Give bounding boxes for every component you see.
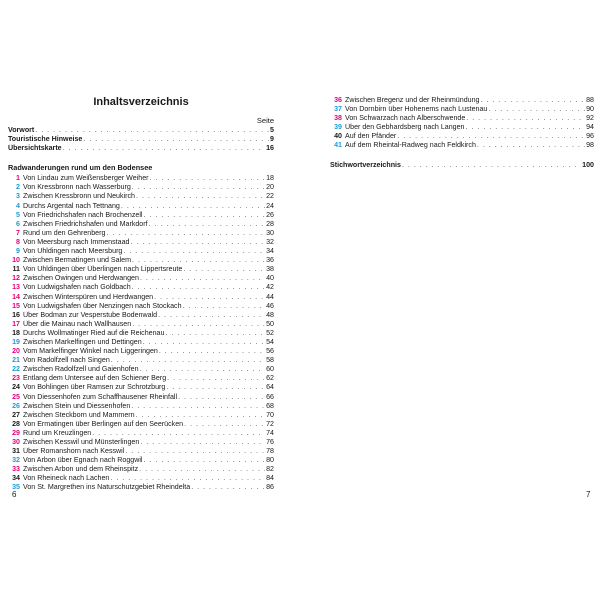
leader-dots: [136, 192, 265, 201]
entry-page: 26: [266, 210, 274, 219]
leader-dots: [183, 265, 265, 274]
tour-number: 26: [12, 401, 20, 410]
tour-number: 12: [12, 274, 20, 283]
leader-dots: [123, 247, 265, 256]
leader-dots: [132, 320, 265, 329]
toc-entry[interactable]: [8, 311, 274, 320]
toc-entry[interactable]: [8, 265, 274, 274]
leader-dots: [35, 126, 269, 135]
leader-dots: [184, 420, 265, 429]
tour-number: 36: [334, 96, 342, 104]
entry-page: 70: [266, 410, 274, 419]
tour-number: 30: [12, 438, 20, 446]
leader-dots: [106, 229, 265, 238]
leader-dots: [125, 447, 265, 456]
entry-title: Von Bohlingen über Ramsen zur Schrotzburg: [23, 383, 166, 392]
leader-dots: [131, 402, 265, 411]
entry-page: 50: [266, 319, 274, 328]
toc-entry[interactable]: [8, 447, 274, 456]
toc-entry[interactable]: [330, 132, 594, 141]
tour-number: 11: [12, 265, 20, 274]
entry-page: 16: [266, 144, 274, 153]
leader-dots: [140, 274, 265, 283]
entry-title: Über die Mainau nach Wallhausen: [23, 319, 132, 328]
toc-title: Inhaltsverzeichnis: [93, 96, 189, 108]
tour-number: 29: [12, 428, 20, 437]
entry-page: 44: [266, 292, 274, 301]
tour-number: 27: [12, 410, 20, 419]
toc-entry[interactable]: [8, 220, 274, 229]
entry-title: Zwischen Steckborn und Mammern: [23, 410, 135, 419]
entry-title: Zwischen Winterspüren und Herdwangen: [23, 292, 154, 301]
leader-dots: [158, 311, 265, 320]
entry-page: 88: [586, 96, 594, 104]
entry-title: Zwischen Friedrichshafen und Markdorf: [23, 219, 148, 228]
entry-page: 84: [266, 474, 274, 483]
toc-entry[interactable]: [8, 347, 274, 356]
toc-entry[interactable]: [8, 274, 274, 283]
entry-page: 62: [266, 374, 274, 383]
page-number-left: 6: [12, 490, 17, 499]
toc-entry[interactable]: [8, 365, 274, 374]
toc-entry[interactable]: [8, 293, 274, 302]
toc-entry[interactable]: [8, 238, 274, 247]
leader-dots: [397, 132, 585, 141]
tour-number: 5: [16, 210, 20, 219]
leader-dots: [111, 356, 265, 365]
tour-number: 9: [16, 247, 20, 256]
toc-entry[interactable]: [8, 429, 274, 438]
leader-dots: [110, 474, 265, 483]
tour-number: 39: [334, 123, 342, 132]
entry-title: Zwischen Kressbronn und Neukirch: [23, 192, 135, 201]
tour-number: 14: [12, 292, 20, 301]
index-title: Stichwortverzeichnis: [330, 160, 401, 169]
index-page: 100: [582, 160, 594, 169]
toc-entry[interactable]: [330, 123, 594, 132]
entry-page: 40: [266, 274, 274, 283]
entry-page: 36: [266, 256, 274, 265]
toc-entry[interactable]: [8, 438, 274, 447]
leader-dots: [143, 338, 265, 347]
entry-title: Von Meersburg nach Immenstaad: [23, 237, 130, 246]
entry-title: Von Schwarzach nach Alberschwende: [345, 114, 466, 123]
toc-entry[interactable]: [8, 383, 274, 392]
entry-page: 52: [266, 328, 274, 337]
leader-dots: [139, 465, 265, 474]
seite-label: Seite: [256, 116, 274, 125]
entry-title: Zwischen Owingen und Herdwangen: [23, 274, 139, 283]
entry-title: Rund um Kreuzlingen: [23, 428, 92, 437]
toc-entry[interactable]: [330, 96, 594, 105]
tour-number: 17: [12, 319, 20, 328]
entry-page: 30: [266, 228, 274, 237]
entry-title: Vom Markelfinger Winkel nach Liggeringen: [23, 347, 158, 356]
entry-page: 24: [266, 201, 274, 210]
toc-entry[interactable]: [8, 483, 274, 492]
tour-number: 38: [334, 114, 342, 123]
leader-dots: [92, 429, 265, 438]
entry-page: 90: [586, 105, 594, 114]
entry-page: 18: [266, 174, 274, 183]
entry-title: Von Uhldingen über Überlingen nach Lippertsreute: [23, 265, 183, 274]
tour-number: 23: [12, 374, 20, 383]
leader-dots: [132, 256, 265, 265]
leader-dots: [150, 174, 266, 183]
tour-list-right: [330, 96, 594, 151]
tour-number: 16: [12, 310, 20, 319]
leader-dots: [191, 483, 265, 492]
entry-title: Von Rheineck nach Lachen: [23, 474, 110, 483]
entry-title: Von Kressbronn nach Wasserburg: [23, 183, 131, 192]
tour-number: 33: [12, 465, 20, 474]
entry-title: Entlang dem Untersee auf den Schiener Berg: [23, 374, 167, 383]
leader-dots: [130, 238, 265, 247]
tour-number: 19: [12, 337, 20, 346]
entry-title: Von St. Margrethen ins Naturschutzgebiet Rheindelta: [23, 483, 191, 492]
entry-title: Zwischen Arbon und dem Rheinspitz: [23, 465, 139, 474]
leader-dots: [140, 438, 265, 447]
toc-entry[interactable]: [8, 229, 274, 238]
entry-page: 22: [266, 192, 274, 201]
leader-dots: [144, 456, 266, 465]
entry-page: 32: [266, 237, 274, 246]
entry-title: Auf den Pfänder: [345, 132, 397, 141]
toc-entry[interactable]: [8, 411, 274, 420]
toc-entry[interactable]: [330, 141, 594, 150]
tour-list-left: [8, 174, 274, 492]
entry-title: Von Radolfzell nach Singen: [23, 356, 110, 365]
entry-page: 96: [586, 132, 594, 141]
entry-page: 58: [266, 356, 274, 365]
entry-page: 92: [586, 114, 594, 123]
entry-title: Rund um den Gehrenberg: [23, 228, 106, 237]
leader-dots: [159, 347, 265, 356]
toc-entry[interactable]: [8, 338, 274, 347]
tour-number: 2: [16, 183, 20, 192]
toc-entry[interactable]: [8, 402, 274, 411]
tour-number: 35: [12, 483, 20, 492]
toc-entry[interactable]: [8, 474, 274, 483]
entry-title: Zwischen Stein und Diessenhofen: [23, 401, 131, 410]
entry-title: Zwischen Bermatingen und Salem: [23, 256, 132, 265]
entry-title: Durchs Argental nach Tettnang: [23, 201, 120, 210]
toc-entry[interactable]: [8, 183, 274, 192]
toc-entry[interactable]: [8, 420, 274, 429]
entry-page: 60: [266, 365, 274, 374]
entry-title: Von Lindau zum Weißensberger Weiher: [23, 174, 149, 183]
front-entry[interactable]: [8, 126, 274, 135]
leader-dots: [121, 202, 265, 211]
leader-dots: [167, 374, 265, 383]
entry-title: Von Ludwigshafen über Nenzingen nach Stockach: [23, 301, 182, 310]
entry-page: 64: [266, 383, 274, 392]
entry-title: Von Friedrichshafen nach Brochenzell: [23, 210, 143, 219]
entry-page: 72: [266, 419, 274, 428]
tour-number: 41: [334, 141, 342, 150]
entry-title: Über Romanshorn nach Kesswil: [23, 447, 125, 456]
entry-title: Zwischen Markelfingen und Dettingen: [23, 337, 142, 346]
entry-title: Von Diessenhofen zum Schaffhausener Rheinfall: [23, 392, 178, 401]
toc-entry[interactable]: [8, 256, 274, 265]
tour-number: 8: [16, 237, 20, 246]
leader-dots: [488, 105, 585, 114]
tour-number: 4: [16, 201, 20, 210]
toc-entry[interactable]: [8, 174, 274, 183]
leader-dots: [477, 141, 585, 150]
tour-number: 10: [12, 256, 20, 265]
entry-page: 5: [270, 126, 274, 134]
tour-number: 21: [12, 356, 20, 365]
tour-number: 31: [12, 447, 20, 456]
tour-number: 6: [16, 219, 20, 228]
tour-number: 22: [12, 365, 20, 374]
tour-number: 24: [12, 383, 20, 392]
page-number-right: 7: [586, 490, 591, 499]
entry-page: 80: [266, 456, 274, 465]
toc-entry[interactable]: [8, 356, 274, 365]
tour-number: 37: [334, 105, 342, 114]
leader-dots: [143, 211, 265, 220]
toc-entry[interactable]: [8, 247, 274, 256]
leader-dots: [136, 411, 266, 420]
entry-title: Über den Gebhardsberg nach Langen: [345, 123, 465, 132]
leader-dots: [466, 114, 585, 123]
entry-page: 68: [266, 401, 274, 410]
entry-page: 42: [266, 283, 274, 292]
leader-dots: [149, 220, 266, 229]
toc-entry[interactable]: [8, 302, 274, 311]
tour-number: 32: [12, 456, 20, 465]
entry-page: 28: [266, 219, 274, 228]
entry-page: 98: [586, 141, 594, 150]
entry-page: 48: [266, 310, 274, 319]
entry-page: 86: [266, 483, 274, 492]
toc-entry[interactable]: [8, 202, 274, 211]
front-matter-list: [8, 126, 274, 153]
right-page: [330, 96, 594, 170]
toc-entry[interactable]: [8, 329, 274, 338]
tour-number: 3: [16, 192, 20, 201]
leader-dots: [83, 135, 269, 144]
entry-page: 34: [266, 247, 274, 256]
toc-entry[interactable]: [8, 211, 274, 220]
entry-page: 56: [266, 347, 274, 356]
entry-page: 54: [266, 337, 274, 346]
entry-title: Von Ludwigshafen nach Goldbach: [23, 283, 131, 292]
entry-page: 94: [586, 123, 594, 132]
entry-title: Zwischen Bregenz und der Rheinmündung: [345, 96, 480, 104]
toc-entry[interactable]: [330, 114, 594, 123]
index-entry[interactable]: [330, 161, 594, 170]
tour-number: 7: [16, 228, 20, 237]
tour-number: 28: [12, 419, 20, 428]
tour-number: 34: [12, 474, 20, 483]
entry-page: 9: [270, 135, 274, 144]
entry-title: Touristische Hinweise: [8, 135, 83, 144]
toc-entry[interactable]: [8, 374, 274, 383]
leader-dots: [132, 183, 265, 192]
section-heading: Radwanderungen rund um den Bodensee: [8, 163, 153, 173]
entry-title: Von Uhldingen nach Meersburg: [23, 247, 123, 256]
leader-dots: [178, 393, 265, 402]
leader-dots: [480, 96, 585, 105]
leader-dots: [402, 161, 581, 170]
entry-title: Zwischen Radolfzell und Gaienhofen: [23, 365, 139, 374]
entry-page: 38: [266, 265, 274, 274]
leader-dots: [63, 144, 265, 153]
front-entry[interactable]: [8, 135, 274, 144]
toc-entry[interactable]: [330, 105, 594, 114]
entry-page: 78: [266, 447, 274, 456]
entry-title: Von Ermatingen über Berlingen auf den Seerücken: [23, 419, 184, 428]
leader-dots: [466, 123, 586, 132]
entry-page: 66: [266, 392, 274, 401]
entry-title: Von Dornbirn über Hohenems nach Lustenau: [345, 105, 488, 114]
toc-entry[interactable]: [8, 320, 274, 329]
toc-entry[interactable]: [8, 192, 274, 201]
leader-dots: [140, 365, 266, 374]
toc-entry[interactable]: [8, 456, 274, 465]
entry-title: Über Bodman zur Vesperstube Bodenwald: [23, 310, 158, 319]
tour-number: 15: [12, 301, 20, 310]
tour-number: 20: [12, 347, 20, 356]
entry-title: Übersichtskarte: [8, 144, 62, 153]
entry-page: 20: [266, 183, 274, 192]
entry-title: Von Arbon über Egnach nach Roggwil: [23, 456, 143, 465]
entry-title: Durchs Wollmatinger Ried auf die Reichenau: [23, 328, 165, 337]
entry-title: Vorwort: [8, 126, 35, 134]
toc-entry[interactable]: [8, 465, 274, 474]
toc-entry[interactable]: [8, 393, 274, 402]
tour-number: 18: [12, 328, 20, 337]
tour-number: 13: [12, 283, 20, 292]
tour-number: 25: [12, 392, 20, 401]
leader-dots: [132, 283, 265, 292]
leader-dots: [166, 383, 265, 392]
left-page: [8, 96, 274, 493]
leader-dots: [165, 329, 265, 338]
entry-page: 82: [266, 465, 274, 474]
entry-page: 46: [266, 301, 274, 310]
entry-page: 76: [266, 438, 274, 446]
entry-title: Auf dem Rheintal-Radweg nach Feldkirch: [345, 141, 476, 150]
front-entry[interactable]: [8, 144, 274, 153]
entry-title: Zwischen Kesswil und Münsterlingen: [23, 438, 140, 446]
toc-entry[interactable]: [8, 283, 274, 292]
entry-page: 74: [266, 428, 274, 437]
tour-number: 40: [334, 132, 342, 141]
tour-number: 1: [16, 174, 20, 183]
leader-dots: [154, 293, 265, 302]
leader-dots: [183, 302, 266, 311]
